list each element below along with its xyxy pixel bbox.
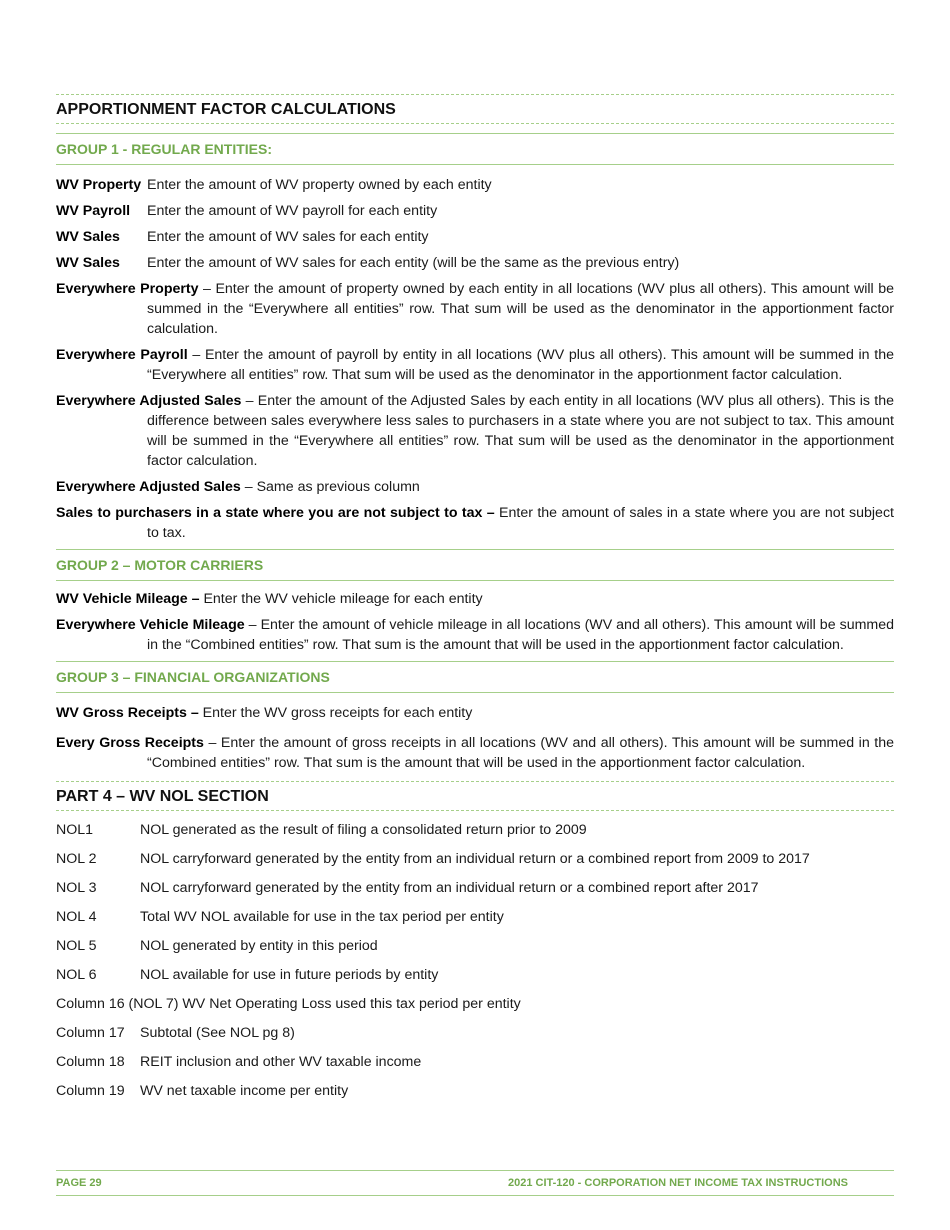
- term: Everywhere Adjusted Sales: [56, 393, 242, 409]
- nol-text: NOL generated as the result of filing a consolidated return prior to 2009: [140, 822, 587, 838]
- nol-row: [56, 820, 894, 840]
- field-label: WV Property: [56, 177, 142, 193]
- definition: – Enter the amount of property owned by each entity in all locations (WV plus all others). This amount will be summed in the “Everywhere all entities” row. That sum will be used as the denominator in the apportionment factor calculation.: [147, 281, 894, 337]
- nol-text: NOL available for use in future periods by entity: [140, 967, 439, 983]
- nol-text: Total WV NOL available for use in the tax period per entity: [140, 909, 504, 925]
- term: WV Gross Receipts –: [56, 705, 199, 721]
- nol-row: [56, 965, 894, 985]
- term: WV Vehicle Mileage –: [56, 591, 200, 607]
- term: Everywhere Vehicle Mileage: [56, 617, 245, 633]
- definition-paragraph: [56, 589, 894, 609]
- field-text: Enter the amount of WV payroll for each entity: [147, 203, 438, 219]
- section-title: APPORTIONMENT FACTOR CALCULATIONS: [56, 101, 396, 118]
- field-label: WV Payroll: [56, 203, 131, 219]
- nol-text: NOL generated by entity in this period: [140, 938, 378, 954]
- nol-label: NOL 3: [56, 880, 97, 896]
- definition-paragraph: [56, 345, 894, 385]
- divider: [56, 1195, 894, 1196]
- nol-row: [56, 849, 894, 869]
- definition-paragraph: [56, 703, 894, 723]
- nol-row: [56, 878, 894, 898]
- field-row: [56, 227, 894, 247]
- field-text: Enter the amount of WV property owned by each entity: [147, 177, 492, 193]
- column-label: Column 18: [56, 1054, 125, 1070]
- definition: – Enter the amount of payroll by entity in all locations (WV plus all others). This amount will be summed in the “Everywhere all entities” row. That sum will be used as the denominator in the apportionment factor calculation.: [147, 347, 894, 383]
- column-16-row: [56, 994, 894, 1014]
- field-text: Enter the amount of WV sales for each entity: [147, 229, 429, 245]
- column-row: [56, 1081, 894, 1101]
- definition-paragraph: [56, 733, 894, 773]
- term: Everywhere Property: [56, 281, 199, 297]
- field-row: [56, 201, 894, 221]
- nol-label: NOL 2: [56, 851, 97, 867]
- nol-text: NOL carryforward generated by the entity from an individual return or a combined report after 2017: [140, 880, 759, 896]
- nol-label: NOL 6: [56, 967, 97, 983]
- group-3-title: GROUP 3 – FINANCIAL ORGANIZATIONS: [56, 669, 330, 685]
- definition: – Same as previous column: [240, 479, 420, 495]
- definition-paragraph: [56, 503, 894, 543]
- definition-paragraph: [56, 615, 894, 655]
- nol-text: NOL carryforward generated by the entity from an individual return or a combined report from 2009 to 2017: [140, 851, 810, 867]
- page-number: PAGE 29: [56, 1177, 102, 1189]
- nol-label: NOL1: [56, 822, 94, 838]
- group-2-title: GROUP 2 – MOTOR CARRIERS: [56, 557, 264, 573]
- nol-row: [56, 936, 894, 956]
- definition: – Enter the amount of gross receipts in all locations (WV and all others). This amount will be summed in the “Combined entities” row. That sum is the amount that will be used in the apportionment factor calculation.: [147, 735, 894, 771]
- definition-paragraph: [56, 477, 894, 497]
- page-footer: [56, 1170, 894, 1196]
- column-text: REIT inclusion and other WV taxable income: [140, 1054, 422, 1070]
- definition: Enter the WV gross receipts for each entity: [198, 705, 473, 721]
- document-title: 2021 CIT-120 - CORPORATION NET INCOME TAX INSTRUCTIONS: [507, 1177, 848, 1189]
- definition: Enter the amount of sales in a state where you are not subject to tax.: [147, 505, 894, 541]
- term: Everywhere Adjusted Sales: [56, 479, 241, 495]
- divider: [56, 810, 894, 811]
- nol-row: [56, 907, 894, 927]
- section-title: PART 4 – WV NOL SECTION: [56, 788, 269, 805]
- column-16-text: Column 16 (NOL 7) WV Net Operating Loss used this tax period per entity: [56, 996, 521, 1012]
- column-row: [56, 1052, 894, 1072]
- term: Sales to purchasers in a state where you are not subject to tax –: [56, 505, 495, 521]
- nol-label: NOL 5: [56, 938, 97, 954]
- column-text: WV net taxable income per entity: [140, 1083, 349, 1099]
- group-1-title: GROUP 1 - REGULAR ENTITIES:: [56, 141, 272, 157]
- column-text: Subtotal (See NOL pg 8): [140, 1025, 295, 1041]
- definition: – Enter the amount of vehicle mileage in all locations (WV and all others). This amount will be summed in the “Combined entities” row. That sum is the amount that will be used in the apportionment factor calculation.: [147, 617, 894, 653]
- field-label: WV Sales: [56, 229, 120, 245]
- field-row: [56, 253, 894, 273]
- nol-label: NOL 4: [56, 909, 97, 925]
- definition-paragraph: [56, 279, 894, 339]
- page-content: [56, 94, 894, 1101]
- field-label: WV Sales: [56, 255, 120, 271]
- definition-paragraph: [56, 391, 894, 471]
- term: Everywhere Payroll: [56, 347, 188, 363]
- field-row: [56, 175, 894, 195]
- definition: – Enter the amount of the Adjusted Sales by each entity in all locations (WV plus all others). This is the difference between sales everywhere less sales to purchasers in a state where you are not subject to tax. This amount will be summed in the “Everywhere all entities” row. That sum will be used as the denominator in the apportionment factor calculation.: [147, 393, 894, 469]
- field-text: Enter the amount of WV sales for each entity (will be the same as the previous entry): [147, 255, 680, 271]
- term: Every Gross Receipts: [56, 735, 204, 751]
- column-row: [56, 1023, 894, 1043]
- divider: [56, 123, 894, 124]
- definition: Enter the WV vehicle mileage for each entity: [199, 591, 483, 607]
- column-label: Column 17: [56, 1025, 125, 1041]
- column-label: Column 19: [56, 1083, 125, 1099]
